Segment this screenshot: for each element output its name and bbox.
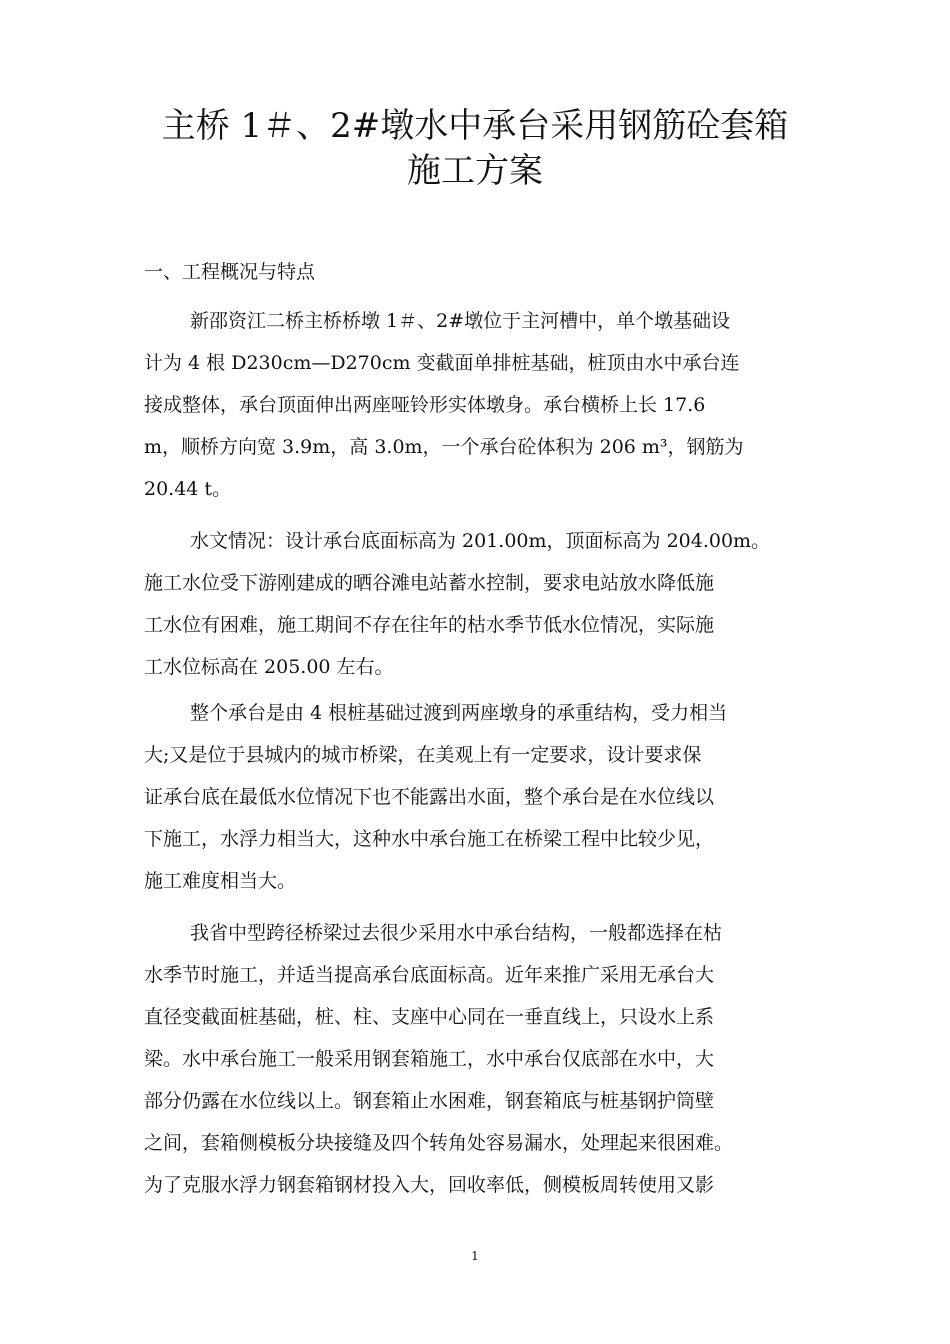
paragraph-line: 水文情况：设计承台底面标高为 201.00m，顶面标高为 204.00m。 (190, 530, 771, 552)
paragraph-line: 接成整体，承台顶面伸出两座哑铃形实体墩身。承台横桥上长 17.6 (144, 394, 706, 416)
paragraph-line: 施工水位受下游刚建成的晒谷滩电站蓄水控制，要求电站放水降低施 (144, 572, 715, 594)
page-number: 1 (471, 1249, 479, 1263)
paragraph-line: 整个承台是由 4 根桩基础过渡到两座墩身的承重结构，受力相当 (190, 702, 728, 724)
paragraph-line: 计为 4 根 D230cm—D270cm 变截面单排桩基础，桩顶由水中承台连 (144, 352, 740, 374)
paragraph-line: 新邵资江二桥主桥桥墩 1＃、2#墩位于主河槽中，单个墩基础设 (190, 310, 731, 332)
paragraph-line: 下施工，水浮力相当大，这种水中承台施工在桥梁工程中比较少见， (144, 828, 715, 850)
paragraph-1 (144, 300, 814, 510)
paragraph-line: 水季节时施工，并适当提高承台底面标高。近年来推广采用无承台大 (144, 964, 715, 986)
paragraph-line: 梁。水中承台施工一般采用钢套箱施工，水中承台仅底部在水中，大 (144, 1048, 715, 1070)
paragraph-line: 工水位有困难，施工期间不存在往年的枯水季节低水位情况，实际施 (144, 614, 715, 636)
paragraph-line: 工水位标高在 205.00 左右。 (144, 656, 394, 678)
paragraph-line: m，顺桥方向宽 3.9m，高 3.0m，一个承台砼体积为 206 m³，钢筋为 (144, 436, 744, 458)
section-heading: 一、工程概况与特点 (144, 261, 316, 283)
paragraph-line: 证承台底在最低水位情况下也不能露出水面，整个承台是在水位线以 (144, 786, 715, 808)
paragraph-line: 我省中型跨径桥梁过去很少采用水中承台结构，一般都选择在枯 (190, 922, 723, 944)
paragraph-3 (144, 692, 814, 902)
paragraph-line: 为了克服水浮力钢套箱钢材投入大，回收率低，侧模板周转使用又影 (144, 1174, 715, 1196)
document-title-line-2: 施工方案 (407, 151, 543, 191)
paragraph-line: 20.44 t。 (144, 478, 232, 500)
paragraph-2 (144, 520, 814, 688)
document-title-line-1: 主桥 1＃、2#墩水中承台采用钢筋砼套箱 (161, 106, 789, 146)
paragraph-line: 大;又是位于县城内的城市桥梁，在美观上有一定要求，设计要求保 (144, 744, 702, 766)
paragraph-line: 之间，套箱侧模板分块接缝及四个转角处容易漏水，处理起来很困难。 (144, 1132, 734, 1154)
paragraph-4 (144, 912, 814, 1206)
paragraph-line: 直径变截面桩基础，桩、柱、支座中心同在一垂直线上，只设水上系 (144, 1006, 715, 1028)
paragraph-line: 部分仍露在水位线以上。钢套箱止水困难，钢套箱底与桩基钢护筒壁 (144, 1090, 715, 1112)
paragraph-line: 施工难度相当大。 (144, 870, 297, 892)
